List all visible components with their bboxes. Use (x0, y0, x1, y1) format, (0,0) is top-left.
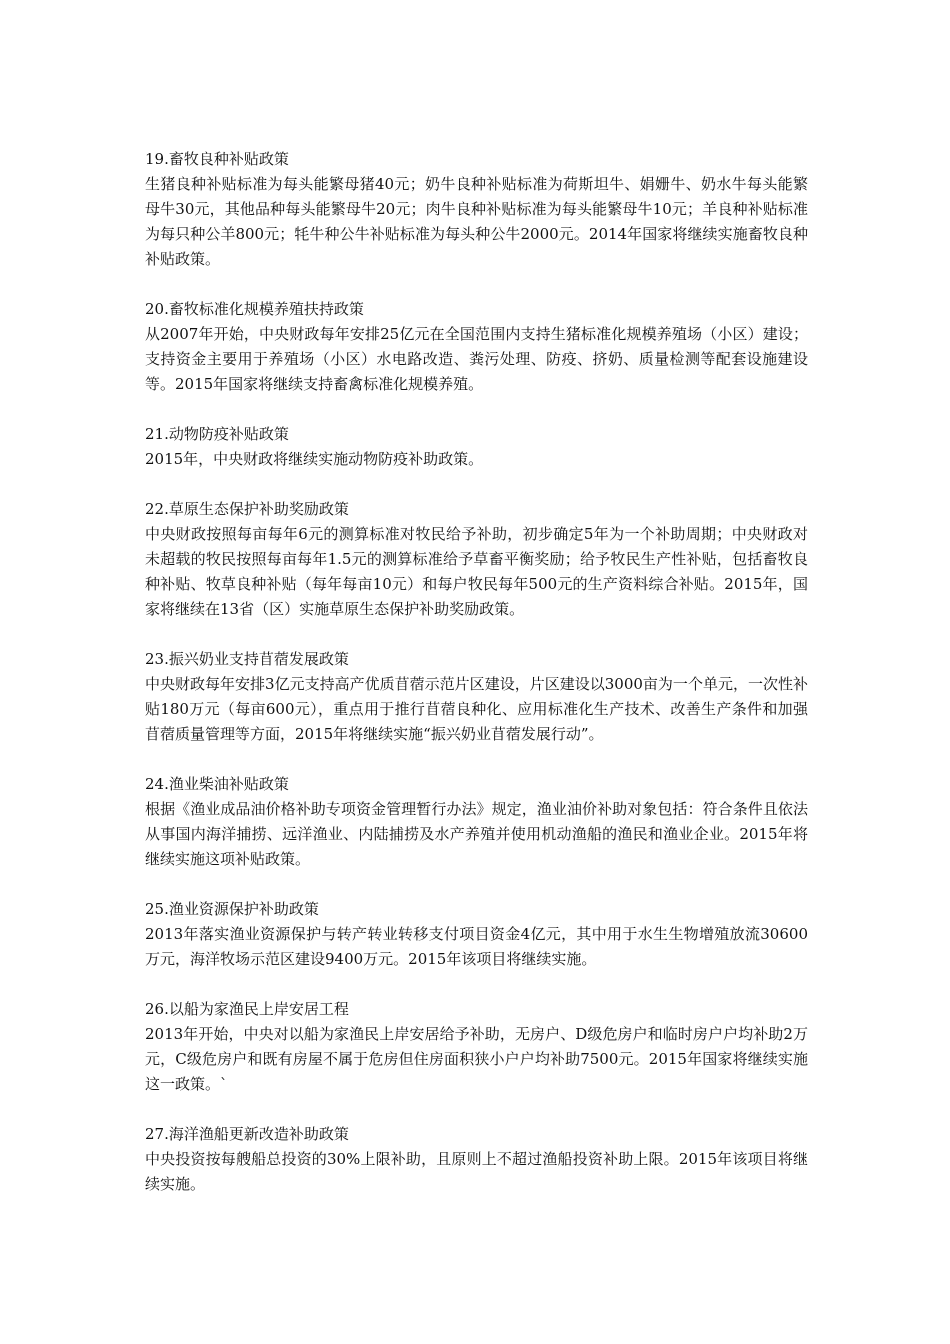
policy-section-26 (145, 997, 808, 1097)
policy-section-19 (145, 147, 808, 272)
section-body: 根据《渔业成品油价格补助专项资金管理暂行办法》规定，渔业油价补助对象包括：符合条件且依法从事国内海洋捕捞、远洋渔业、内陆捕捞及水产养殖并使用机动渔船的渔民和渔业企业。2015年将继续实施这项补贴政策。 (145, 800, 808, 868)
section-title: 21.动物防疫补贴政策 (145, 425, 289, 443)
section-title: 27.海洋渔船更新改造补助政策 (145, 1125, 349, 1143)
policy-section-22 (145, 497, 808, 622)
policy-section-23 (145, 647, 808, 747)
policy-section-25 (145, 897, 808, 972)
section-title: 22.草原生态保护补助奖励政策 (145, 500, 349, 518)
policy-section-27 (145, 1122, 808, 1197)
section-title: 20.畜牧标准化规模养殖扶持政策 (145, 300, 364, 318)
section-title: 19.畜牧良种补贴政策 (145, 150, 289, 168)
section-title: 25.渔业资源保护补助政策 (145, 900, 319, 918)
section-title: 24.渔业柴油补贴政策 (145, 775, 289, 793)
section-body: 从2007年开始，中央财政每年安排25亿元在全国范围内支持生猪标准化规模养殖场（小区）建设；支持资金主要用于养殖场（小区）水电路改造、粪污处理、防疫、挤奶、质量检测等配套设施建设等。2015年国家将继续支持畜禽标准化规模养殖。 (145, 325, 808, 393)
document-page (145, 147, 808, 1222)
section-title: 26.以船为家渔民上岸安居工程 (145, 1000, 349, 1018)
section-body: 中央财政每年安排3亿元支持高产优质苜蓿示范片区建设，片区建设以3000亩为一个单元，一次性补贴180万元（每亩600元），重点用于推行苜蓿良种化、应用标准化生产技术、改善生产条件和加强苜蓿质量管理等方面，2015年将继续实施“振兴奶业苜蓿发展行动”。 (145, 675, 808, 743)
section-body: 中央财政按照每亩每年6元的测算标准对牧民给予补助，初步确定5年为一个补助周期；中央财政对未超载的牧民按照每亩每年1.5元的测算标准给予草畜平衡奖励；给予牧民生产性补贴，包括畜牧良种补贴、牧草良种补贴（每年每亩10元）和每户牧民每年500元的生产资料综合补贴。2015年，国家将继续在13省（区）实施草原生态保护补助奖励政策。 (145, 525, 808, 618)
section-body: 2013年落实渔业资源保护与转产转业转移支付项目资金4亿元，其中用于水生生物增殖放流30600万元，海洋牧场示范区建设9400万元。2015年该项目将继续实施。 (145, 925, 808, 968)
policy-section-24 (145, 772, 808, 872)
policy-section-21 (145, 422, 808, 472)
policy-section-20 (145, 297, 808, 397)
section-title: 23.振兴奶业支持苜蓿发展政策 (145, 650, 349, 668)
section-body: 2013年开始，中央对以船为家渔民上岸安居给予补助，无房户、D级危房户和临时房户户均补助2万元，C级危房户和既有房屋不属于危房但住房面积狭小户户均补助7500元。2015年国家将继续实施这一政策。` (145, 1025, 808, 1093)
section-body: 2015年，中央财政将继续实施动物防疫补助政策。 (145, 450, 484, 468)
section-body: 中央投资按每艘船总投资的30%上限补助，且原则上不超过渔船投资补助上限。2015年该项目将继续实施。 (145, 1150, 808, 1193)
section-body: 生猪良种补贴标准为每头能繁母猪40元；奶牛良种补贴标准为荷斯坦牛、娟姗牛、奶水牛每头能繁母牛30元，其他品种每头能繁母牛20元；肉牛良种补贴标准为每头能繁母牛10元；羊良种补贴标准为每只种公羊800元；牦牛种公牛补贴标准为每头种公牛2000元。2014年国家将继续实施畜牧良种补贴政策。 (145, 175, 808, 268)
